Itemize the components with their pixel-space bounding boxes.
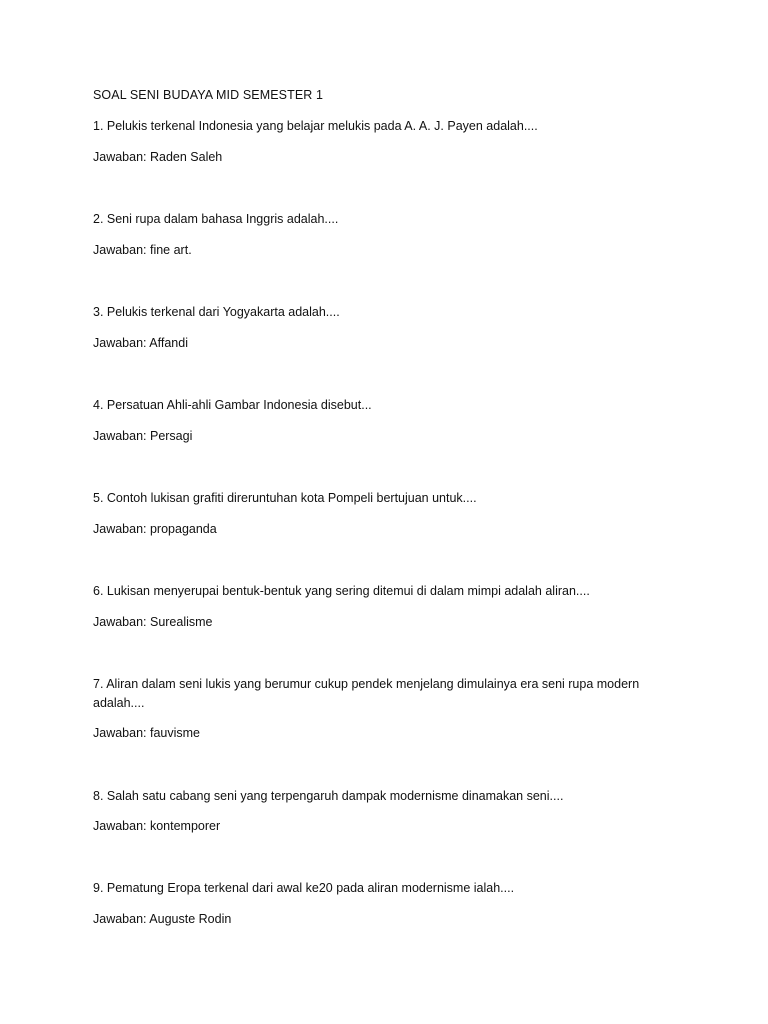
answer-text: Jawaban: Surealisme [93,615,213,629]
question-item-6 [93,582,683,629]
answer-text: Jawaban: propaganda [93,522,217,536]
question-item-9 [93,879,683,926]
answer-text: Jawaban: Auguste Rodin [93,912,232,926]
question-text: 1. Pelukis terkenal Indonesia yang belajar melukis pada A. A. J. Payen adalah.... [93,119,538,133]
document-title: SOAL SENI BUDAYA MID SEMESTER 1 [93,88,324,102]
question-item-4 [93,396,683,443]
answer-text: Jawaban: Affandi [93,336,188,350]
question-item-3 [93,303,683,350]
question-text: 3. Pelukis terkenal dari Yogyakarta adalah.... [93,305,340,319]
question-text: 8. Salah satu cabang seni yang terpengaruh dampak modernisme dinamakan seni.... [93,789,564,803]
question-text: 5. Contoh lukisan grafiti direruntuhan kota Pompeli bertujuan untuk.... [93,491,477,505]
question-text: 4. Persatuan Ahli-ahli Gambar Indonesia disebut... [93,398,372,412]
answer-text: Jawaban: Raden Saleh [93,150,223,164]
question-text: 2. Seni rupa dalam bahasa Inggris adalah.... [93,212,339,226]
question-text: 7. Aliran dalam seni lukis yang berumur cukup pendek menjelang dimulainya era seni rupa modern adalah.... [93,677,640,710]
answer-text: Jawaban: kontemporer [93,819,221,833]
question-item-8 [93,787,683,833]
question-text: 9. Pematung Eropa terkenal dari awal ke20 pada aliran modernisme ialah.... [93,881,515,895]
question-item-5 [93,489,683,536]
question-item-2 [93,210,683,257]
answer-text: Jawaban: fauvisme [93,726,201,740]
answer-text: Jawaban: Persagi [93,429,193,443]
question-item-1 [93,117,683,164]
answer-text: Jawaban: fine art. [93,243,192,257]
question-item-7 [93,675,683,740]
question-text: 6. Lukisan menyerupai bentuk-bentuk yang sering ditemui di dalam mimpi adalah aliran.... [93,584,590,598]
